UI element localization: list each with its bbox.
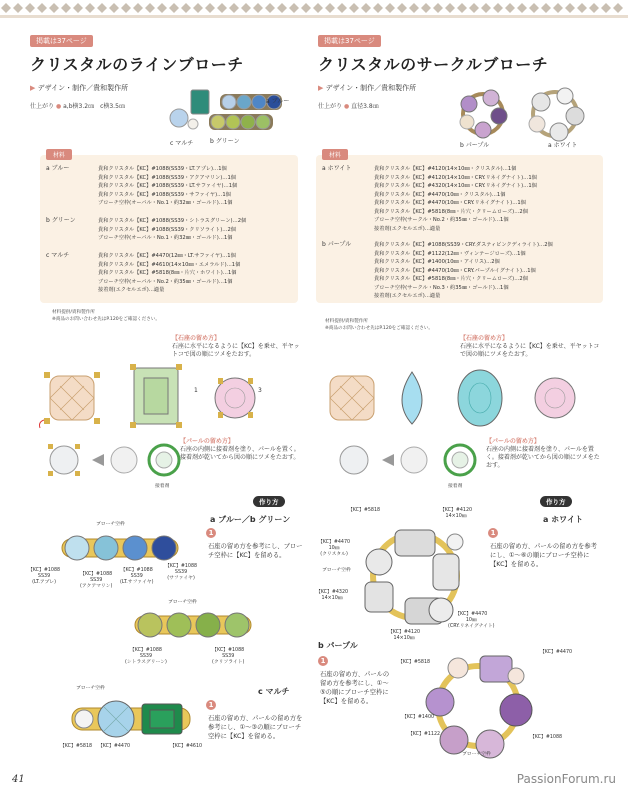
diamond-ornament: [433, 3, 443, 13]
step-number-1-c: 1: [206, 700, 216, 710]
pearl-setting-caption: 【パールの留め方】 石座の内側に接着剤を塗り、パールを置く。接着剤が乾いてから図の順にツメをたおす。: [180, 438, 300, 461]
b-label-1400: 【KC】#1400: [402, 715, 435, 720]
triangle-icon: ▶: [318, 84, 324, 92]
svg-text:1: 1: [194, 387, 198, 394]
a-label-4470-cry: 【KC】#4470 10㎜ (CRY.リネイグナイト): [448, 612, 495, 630]
ab-heading: a ブルー／b グリーン: [210, 515, 291, 524]
pearl-setting-caption: 【パールの留め方】 石座の内側に接着剤を塗り、パールを置く。接着剤が乾いてから図の順にツメをたおす。: [486, 438, 600, 469]
b-label-5818: 【KC】#5818: [398, 660, 431, 665]
diamond-ornament: [85, 3, 95, 13]
diamond-ornament: [457, 3, 467, 13]
step-text-a: 石座の留め方、パールの留め方を参考にし、①〜⑥の順にブローチ空枠に【KC】を留める。: [490, 543, 597, 568]
variant-a-label: a ホワイト: [548, 142, 578, 149]
diamond-ornament: [289, 3, 299, 13]
finished-size: 仕上がり ● 直径3.8㎝: [318, 103, 379, 110]
step-text-b: 石座の留め方、パールの留め方を参考にし、①〜⑤の順にブローチ空枠に【KC】を留める。: [320, 671, 390, 705]
diamond-ornament: [421, 3, 431, 13]
circle-brooch-photo: [455, 86, 605, 142]
diamond-ornament: [529, 3, 539, 13]
b-label-1122: 【KC】#1122: [408, 732, 441, 737]
step-text-c: 石座の留め方、パールの留め方を参考にし、①〜③の順にブローチ空枠に【KC】を留める。: [208, 715, 303, 740]
diamond-ornament: [25, 3, 35, 13]
diamond-ornament: [1, 3, 11, 13]
diamond-ornament: [577, 3, 587, 13]
stone-setting-caption: 【石座の留め方】 石座に水平になるように【KC】を乗せ、平ヤットコで図の順にツメをたおす。: [460, 335, 600, 358]
page-number: 41: [12, 774, 25, 785]
materials-label: 材料: [46, 149, 72, 160]
article-title: クリスタルのラインブローチ: [30, 55, 244, 74]
diamond-ornament: [205, 3, 215, 13]
materials-box: 材料 a ホワイト 貴和クリスタル【KC】#4120(14×10㎜・クリスタル)…1個 貴和クリスタル【KC】#4120(14×10㎜・CRY.リネイグナイト)…1個 貴和クリスタル【KC】#4320(14×10㎜・CRY.リネイグナイト)…1個 貴和クリスタル【KC】#4470(10㎜・クリスタル)…1個 貴和クリスタル【KC】#4470(10㎜・CRY.リネイグナイト)…1個 貴和クリスタル【KC】#5818(8㎜・片穴・クリームローズ)…2個 ブローチ空枠(サークル・No.2・約35㎜・ゴールド)…1個 接着剤(エクセルエポ)…適量 b パープル 貴和クリスタル【KC】#1088(SS39・CRY.ダスティピンクディライト)…2個 貴和クリスタル【KC】#1122(12㎜・ヴィンテージローズ)…1個 貴和クリスタル【KC】#1400(10㎜・アイリス)…2個 貴和クリスタル【KC】#4470(10㎜・CRY.パープルイグナイト)…1個 貴和クリスタル【KC】#5818(8㎜・片穴・クリームローズ)…2個 ブローチ空枠(サークル・No.3・約35㎜・ゴールド)…1個 接着剤(エクセルエポ)…適量: [316, 155, 603, 303]
a-label-5818: 【KC】#5818: [348, 508, 381, 513]
b-heading: b パープル: [318, 641, 358, 650]
step-number-1-a: 1: [488, 528, 498, 538]
variant-c-label: c マルチ: [170, 140, 194, 147]
diamond-ornament: [109, 3, 119, 13]
diamond-ornament: [277, 3, 287, 13]
diamond-ornament: [49, 3, 59, 13]
diamond-ornament: [469, 3, 479, 13]
material-list: 貴和クリスタル【KC】#1088(SS39・CRY.ダスティピンクディライト)…2個 貴和クリスタル【KC】#1122(12㎜・ヴィンテージローズ)…1個 貴和クリスタル【KC】#1400(10㎜・アイリス)…2個 貴和クリスタル【KC】#4470(10㎜・CRY.パープルイグナイト)…1個 貴和クリスタル【KC】#5818(8㎜・片穴・クリームローズ)…2個 ブローチ空枠(サークル・No.3・約35㎜・ゴールド)…1個 接着剤(エクセルエポ)…適量: [374, 242, 553, 299]
diamond-ornament: [169, 3, 179, 13]
glue-label: 接着剤: [155, 484, 170, 489]
designer-credit: ▶ デザイン・制作／貴和製作所: [318, 84, 417, 92]
diamond-ornament: [373, 3, 383, 13]
b-label-1088: 【KC】#1088: [530, 735, 563, 740]
c-heading: c マルチ: [258, 687, 290, 696]
diamond-ornament: [13, 3, 23, 13]
diamond-ornament: [97, 3, 107, 13]
diamond-ornament: [601, 3, 611, 13]
top-band: [0, 15, 628, 18]
diamond-ornament: [493, 3, 503, 13]
variant-b-label: b グリーン: [210, 138, 240, 145]
diamond-ornament: [325, 3, 335, 13]
material-list: 貴和クリスタル【KC】#4120(14×10㎜・クリスタル)…1個 貴和クリスタル【KC】#4120(14×10㎜・CRY.リネイグナイト)…1個 貴和クリスタル【KC】#4320(14×10㎜・CRY.リネイグナイト)…1個 貴和クリスタル【KC】#4470(10㎜・クリスタル)…1個 貴和クリスタル【KC】#4470(10㎜・CRY.リネイグナイト)…1個 貴和クリスタル【KC】#5818(8㎜・片穴・クリームローズ)…2個 ブローチ空枠(サークル・No.2・約35㎜・ゴールド)…1個 接着剤(エクセルエポ)…適量: [374, 166, 537, 232]
diamond-ornament: [265, 3, 275, 13]
diamond-ornament: [73, 3, 83, 13]
diamond-ornament: [61, 3, 71, 13]
triangle-icon: ▶: [30, 84, 36, 92]
diamond-ornament: [613, 3, 623, 13]
diamond-ornament: [229, 3, 239, 13]
multi-brooch-diagram: [70, 698, 195, 740]
a-label-2: 【KC】#1088 SS39 (アクアマリン): [80, 572, 113, 590]
a-label-4320: 【KC】#4320 14×10㎜: [316, 590, 349, 602]
diamond-ornament: [313, 3, 323, 13]
diamond-ornament: [121, 3, 131, 13]
finished-size: 仕上がり ● a,b横3.2㎝ c横3.5㎝: [30, 103, 125, 110]
a-heading: a ホワイト: [543, 515, 583, 524]
diamond-ornament: [217, 3, 227, 13]
diamond-ornament: [445, 3, 455, 13]
diamond-ornament: [589, 3, 599, 13]
diamond-ornament: [337, 3, 347, 13]
a-label-1: 【KC】#1088 SS39 (LT.アプレ): [28, 568, 61, 586]
stone-setting-diagram: [320, 362, 605, 434]
diamond-ornament: [565, 3, 575, 13]
a-label-4120: 【KC】#4120 14×10㎜: [440, 508, 473, 520]
diamond-ornament: [517, 3, 527, 13]
howto-badge: 作り方: [540, 496, 572, 507]
material-list: 貴和クリスタル【KC】#1088(SS39・シトラスグリーン)…2個 貴和クリスタル【KC】#1088(SS39・クリソライト)…2個 ブローチ空枠(オーバル・No.1・約32㎜・ゴールド)…1個: [98, 218, 247, 241]
diamond-ornament: [409, 3, 419, 13]
diamond-ornament: [481, 3, 491, 13]
diamond-ornament: [385, 3, 395, 13]
pearl-setting-diagram: [40, 440, 180, 480]
a-label-4120b: 【KC】#4120 14×10㎜: [388, 630, 421, 642]
purple-circle-brooch-diagram: [420, 652, 535, 762]
diamond-ornament: [301, 3, 311, 13]
diamond-ornament: [145, 3, 155, 13]
diamond-ornament: [193, 3, 203, 13]
diamond-ornament: [181, 3, 191, 13]
a-label-4: 【KC】#1088 SS39 (サファイヤ): [165, 564, 198, 582]
diamond-ornament: [349, 3, 359, 13]
diamond-ornament: [157, 3, 167, 13]
diamond-ornament: [37, 3, 47, 13]
blue-brooch-diagram: [62, 533, 182, 563]
materials-label: 材料: [322, 149, 348, 160]
c-label-1: 【KC】#5818: [60, 744, 93, 749]
materials-note: 材料提供/貴和製作所 ※商品のお問い合わせ先はP.120をご確認ください。: [325, 319, 434, 331]
page-reference-badge: 掲載は37ページ: [30, 35, 93, 47]
b-label-4470: 【KC】#4470: [540, 650, 573, 655]
watermark: PassionForum.ru: [516, 772, 616, 786]
stone-setting-diagram: [40, 362, 300, 434]
material-list: 貴和クリスタル【KC】#1088(SS39・LT.アプレ)…1個 貴和クリスタル【KC】#1088(SS39・アクアマリン)…1個 貴和クリスタル【KC】#1088(SS39・LT.サファイヤ)…1個 貴和クリスタル【KC】#1088(SS39・サファイヤ)…1個 ブローチ空枠(オーバル・No.1・約32㎜・ゴールド)…1個: [98, 166, 238, 206]
green-brooch-diagram: [135, 610, 255, 640]
c-label-2: 【KC】#4470: [98, 744, 131, 749]
a-label-4470-crystal: 【KC】#4470 10㎜ (クリスタル): [318, 540, 351, 558]
step-text-ab: 石座の留め方を参考にし、ブローチ空枠に【KC】を留める。: [208, 543, 303, 559]
materials-note: 材料提供/貴和製作所 ※商品のお問い合わせ先はP.120をご確認ください。: [52, 310, 161, 322]
b-label-frame: ブローチ空枠: [462, 752, 491, 757]
designer-credit: ▶ デザイン・制作／貴和製作所: [30, 84, 129, 92]
svg-text:3: 3: [258, 387, 262, 394]
variant-b-label: b パープル: [460, 142, 490, 149]
howto-badge: 作り方: [253, 496, 285, 507]
diamond-ornament: [397, 3, 407, 13]
b-label-2: 【KC】#1088 SS39 (クリソライト): [212, 648, 245, 666]
glue-label: 接着剤: [448, 484, 463, 489]
top-diamond-border: [0, 0, 628, 16]
material-list: 貴和クリスタル【KC】#4470(12㎜・LT.サファイヤ)…1個 貴和クリスタル【KC】#4610(14×10㎜・エメラルド)…1個 貴和クリスタル【KC】#5818(8㎜・片穴・ホワイト)…1個 ブローチ空枠(オーバル・No.2・約35㎜・ゴールド)…1個 接着剤(エクセルエポ)…適量: [98, 253, 241, 293]
a-label-frame: ブローチ空枠: [322, 568, 351, 573]
step-number-1: 1: [206, 528, 216, 538]
frame-label-b: ブローチ空枠: [168, 600, 197, 605]
variant-a-label: a ブルー: [266, 98, 290, 105]
c-label-3: 【KC】#4610: [170, 744, 203, 749]
diamond-ornament: [541, 3, 551, 13]
frame-label-ab: ブローチ空枠: [96, 522, 125, 527]
diamond-ornament: [133, 3, 143, 13]
frame-label-c: ブローチ空枠: [76, 686, 105, 691]
step-number-1-b: 1: [318, 656, 328, 666]
article-title: クリスタルのサークルブローチ: [318, 55, 549, 74]
diamond-ornament: [361, 3, 371, 13]
b-label-1: 【KC】#1088 SS39 (シトラスグリーン): [125, 648, 167, 666]
diamond-ornament: [553, 3, 563, 13]
materials-box: 材料 a ブルー 貴和クリスタル【KC】#1088(SS39・LT.アプレ)…1個 貴和クリスタル【KC】#1088(SS39・アクアマリン)…1個 貴和クリスタル【KC】#1088(SS39・LT.サファイヤ)…1個 貴和クリスタル【KC】#1088(SS39・サファイヤ)…1個 ブローチ空枠(オーバル・No.1・約32㎜・ゴールド)…1個 b グリーン 貴和クリスタル【KC】#1088(SS39・シトラスグリーン)…2個 貴和クリスタル【KC】#1088(SS39・クリソライト)…2個 ブローチ空枠(オーバル・No.1・約32㎜・ゴールド)…1個 c マルチ 貴和クリスタル【KC】#4470(12㎜・LT.サファイヤ)…1個 貴和クリスタル【KC】#4610(14×10㎜・エメラルド)…1個 貴和クリスタル【KC】#5818(8㎜・片穴・ホワイト)…1個 ブローチ空枠(オーバル・No.2・約35㎜・ゴールド)…1個 接着剤(エクセルエポ)…適量: [40, 155, 298, 303]
diamond-ornament: [253, 3, 263, 13]
page-reference-badge: 掲載は37ページ: [318, 35, 381, 47]
a-label-3: 【KC】#1088 SS39 (LT.サファイヤ): [120, 568, 154, 586]
pearl-setting-diagram: [330, 440, 480, 480]
stone-setting-caption: 【石座の留め方】 石座に水平になるように【KC】を乗せ、平ヤットコで図の順にツメをたおす。: [172, 335, 300, 358]
diamond-ornament: [505, 3, 515, 13]
diamond-ornament: [241, 3, 251, 13]
